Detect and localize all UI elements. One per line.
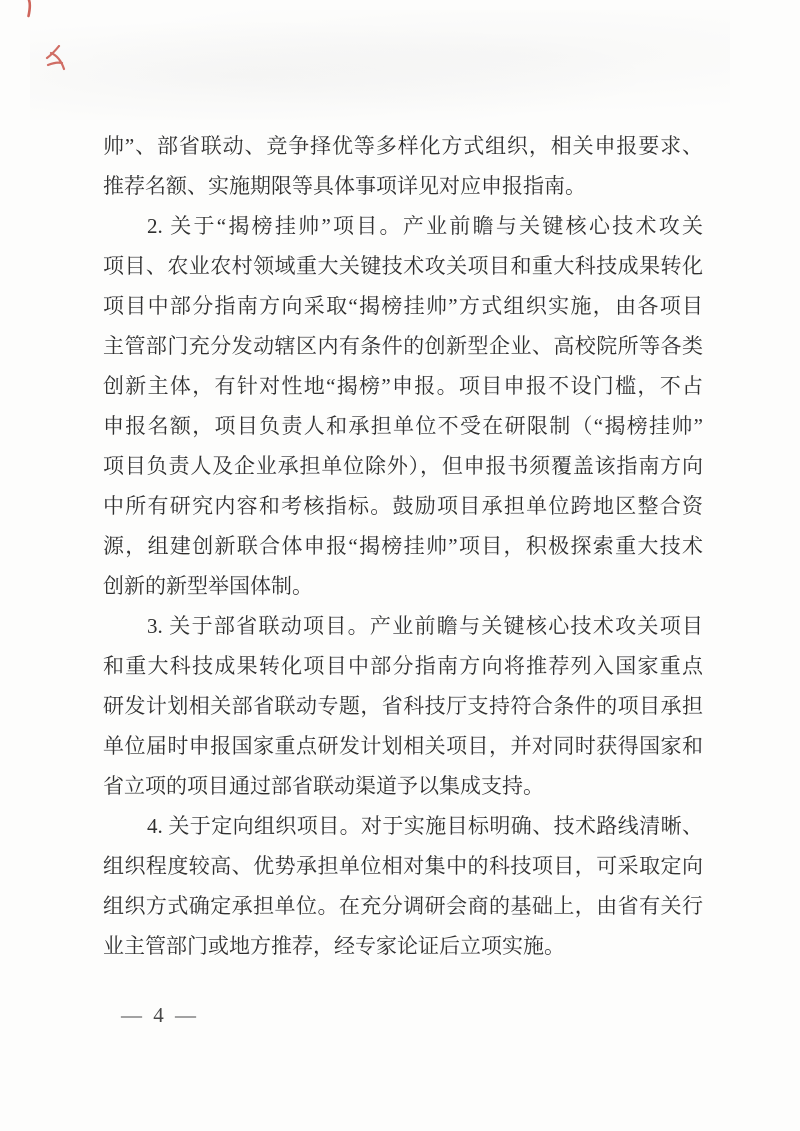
text-line: 研发计划相关部省联动专题，省科技厅支持符合条件的项目承担 — [103, 694, 703, 718]
text-line: 项目中部分指南方向采取“揭榜挂帅”方式组织实施，由各项目 — [103, 294, 703, 318]
text-line: 创新主体，有针对性地“揭榜”申报。项目申报不设门槛，不占 — [103, 374, 703, 398]
text-line: 项目负责人及企业承担单位除外），但申报书须覆盖该指南方向 — [103, 454, 703, 478]
red-ink-mark-top — [24, 0, 36, 18]
text-line: 项目、农业农村领域重大关键技术攻关项目和重大科技成果转化 — [103, 254, 703, 278]
paragraph — [103, 206, 703, 606]
text-line: 组织方式确定承担单位。在充分调研会商的基础上，由省有关行 — [103, 894, 703, 918]
text-line: 创新的新型举国体制。 — [103, 574, 313, 598]
text-line: 2. 关于“揭榜挂帅”项目。产业前瞻与关键核心技术攻关 — [147, 214, 703, 238]
text-line: 推荐名额、实施期限等具体事项详见对应申报指南。 — [103, 174, 586, 198]
text-line: 源，组建创新联合体申报“揭榜挂帅”项目，积极探索重大技术 — [103, 534, 703, 558]
document-body — [103, 126, 703, 966]
text-line: 3. 关于部省联动项目。产业前瞻与关键核心技术攻关项目 — [147, 614, 703, 638]
text-line: 中所有研究内容和考核指标。鼓励项目承担单位跨地区整合资 — [103, 494, 703, 518]
text-line: 业主管部门或地方推荐，经专家论证后立项实施。 — [103, 934, 565, 958]
text-line: 申报名额，项目负责人和承担单位不受在研限制（“揭榜挂帅” — [103, 414, 703, 438]
text-line: 单位届时申报国家重点研发计划相关项目，并对同时获得国家和 — [103, 734, 703, 758]
paragraph — [103, 126, 703, 206]
text-line: 主管部门充分发动辖区内有条件的创新型企业、高校院所等各类 — [103, 334, 703, 358]
text-line: 帅”、部省联动、竞争择优等多样化方式组织，相关申报要求、 — [103, 134, 703, 158]
paragraph — [103, 606, 703, 806]
text-line: 和重大科技成果转化项目中部分指南方向将推荐列入国家重点 — [103, 654, 703, 678]
text-line: 省立项的项目通过部省联动渠道予以集成支持。 — [103, 774, 544, 798]
red-ink-scribble — [45, 45, 69, 71]
text-line: 4. 关于定向组织项目。对于实施目标明确、技术路线清晰、 — [147, 814, 703, 838]
text-line: 组织程度较高、优势承担单位相对集中的科技项目，可采取定向 — [103, 854, 703, 878]
paragraph — [103, 806, 703, 966]
page-number: — 4 — — [121, 1003, 199, 1027]
